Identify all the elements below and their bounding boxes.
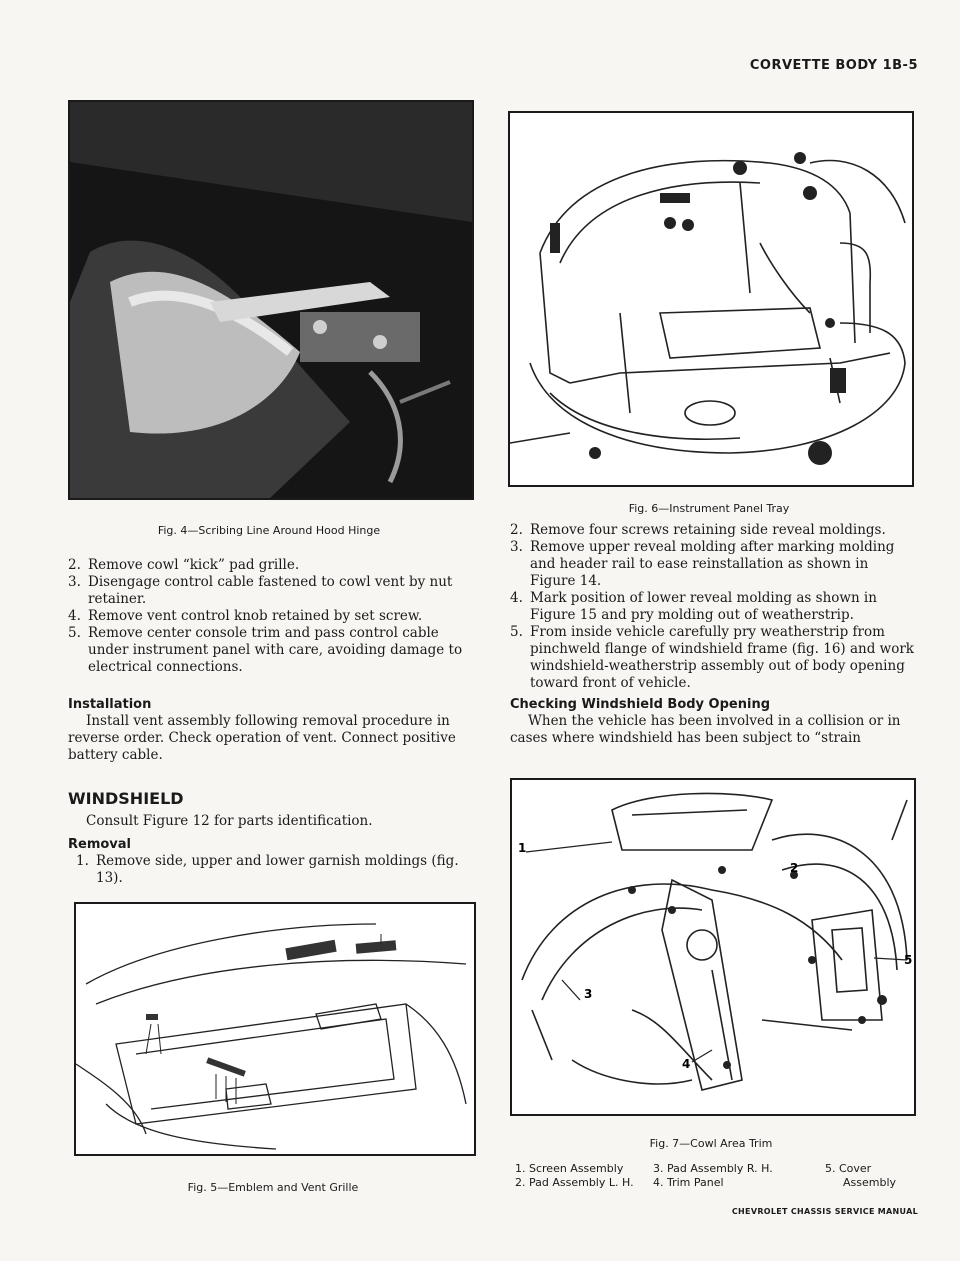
list-item: 4. Remove vent control knob retained by set screw. <box>68 608 423 624</box>
instrument-panel-tray-illustration <box>510 113 912 485</box>
windshield-intro: Consult Figure 12 for parts identification. <box>86 813 373 829</box>
legend-item: 4. Trim Panel <box>653 1176 724 1189</box>
running-header: CORVETTE BODY 1B-5 <box>749 58 918 73</box>
right-column-text <box>510 522 915 747</box>
list-item: 5. From inside vehicle carefully pry weatherstrip from pinchweld flange of windshield frame (fig. 16) and work windshield-weatherstrip assembly out of body opening toward front of vehicle. <box>510 624 914 691</box>
checking-paragraph: When the vehicle has been involved in a collision or in cases where windshield has been subject to “strain <box>510 713 901 746</box>
windshield-removal-steps <box>68 853 472 887</box>
installation-heading: Installation <box>68 697 152 712</box>
legend-item: 2. Pad Assembly L. H. <box>515 1176 634 1189</box>
list-item: 2. Remove four screws retaining side reveal moldings. <box>510 522 886 538</box>
list-item: 4. Mark position of lower reveal molding as shown in Figure 15 and pry molding out of weatherstrip. <box>510 590 877 623</box>
legend-item: 1. Screen Assembly <box>515 1162 624 1175</box>
list-item: 2. Remove cowl “kick” pad grille. <box>68 557 300 573</box>
callout-2: 2 <box>790 861 799 875</box>
figure-6-drawing <box>508 111 914 487</box>
legend-item: Assembly <box>843 1176 897 1189</box>
legend-item: 3. Pad Assembly R. H. <box>653 1162 773 1175</box>
figure-5-caption: Fig. 5—Emblem and Vent Grille <box>187 1181 359 1194</box>
callout-4: 4 <box>682 1057 691 1071</box>
left-column-text <box>68 557 472 887</box>
hood-hinge-photo-illustration <box>70 102 472 498</box>
removal-heading: Removal <box>68 837 132 852</box>
checking-heading: Checking Windshield Body Opening <box>510 697 771 712</box>
list-item: 3. Disengage control cable fastened to cowl vent by nut retainer. <box>68 574 453 607</box>
list-item: 5. Remove center console trim and pass control cable under instrument panel with care, avoiding damage to electrical connections. <box>68 625 463 675</box>
figure-5-drawing <box>74 902 476 1156</box>
cowl-area-trim-illustration <box>512 780 914 1114</box>
vent-removal-steps <box>68 557 472 676</box>
footer-manual-title: CHEVROLET CHASSIS SERVICE MANUAL <box>731 1207 918 1216</box>
figure-4-caption: Fig. 4—Scribing Line Around Hood Hinge <box>157 524 381 537</box>
callout-5: 5 <box>904 953 913 967</box>
list-item: 3. Remove upper reveal molding after marking molding and header rail to ease reinstallation as shown in Figure 14. <box>510 539 895 589</box>
windshield-removal-steps-cont <box>510 522 915 692</box>
callout-3: 3 <box>584 987 593 1001</box>
figure-7-drawing <box>510 778 916 1116</box>
list-item: 1. Remove side, upper and lower garnish moldings (fig. 13). <box>76 853 459 886</box>
figure-4-photo <box>68 100 474 500</box>
legend-item: 5. Cover <box>825 1162 872 1175</box>
figure-6-caption: Fig. 6—Instrument Panel Tray <box>628 502 790 515</box>
figure-7-caption: Fig. 7—Cowl Area Trim <box>649 1137 773 1150</box>
windshield-heading: WINDSHIELD <box>68 789 184 808</box>
emblem-vent-grille-illustration <box>76 904 474 1154</box>
callout-1: 1 <box>518 841 527 855</box>
installation-paragraph: Install vent assembly following removal procedure in reverse order. Check operation of vent. Connect positive battery cable. <box>68 713 456 763</box>
